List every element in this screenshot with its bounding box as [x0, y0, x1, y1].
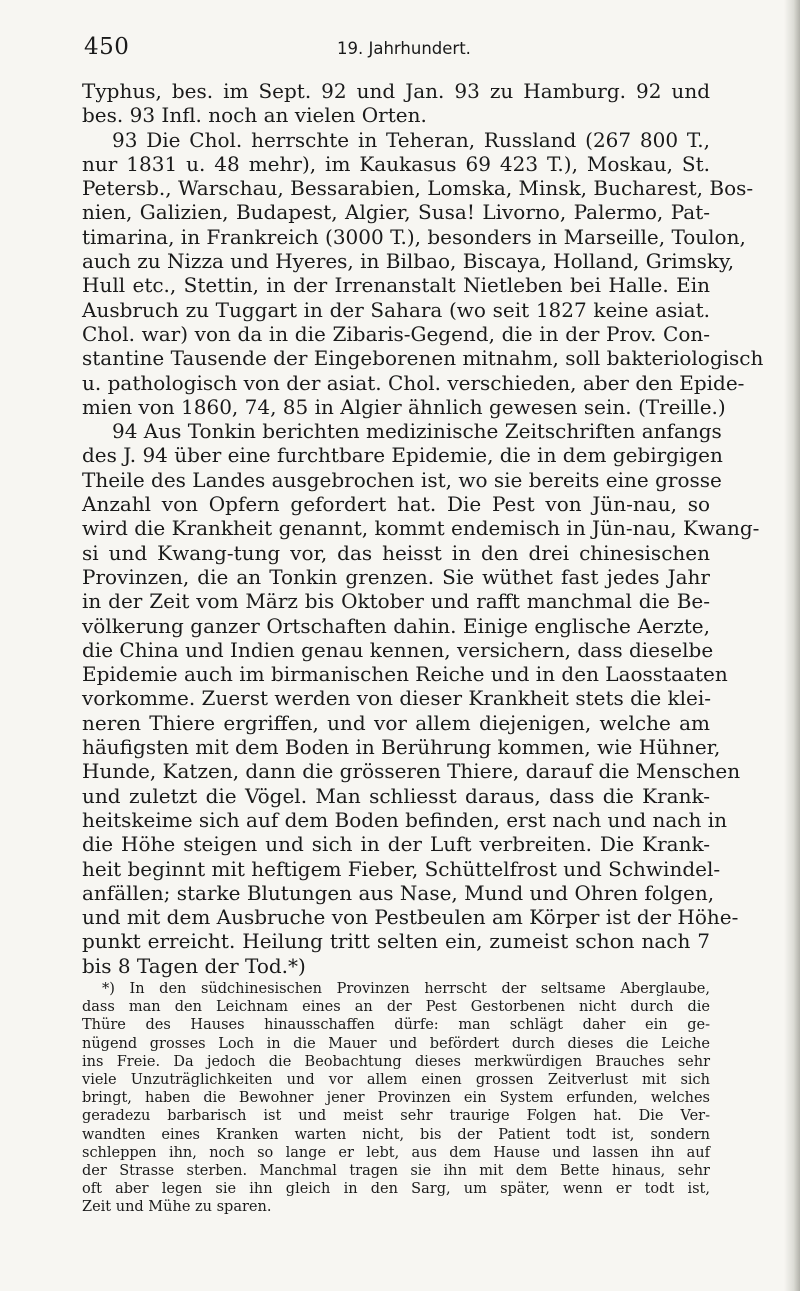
text-line: 94 Aus Tonkin berichten medizinische Zeitschriften anfangs: [112, 419, 722, 444]
footnote-line: Thüre des Hauses hinausschaffen dürfe: man schlägt daher ein ge-: [82, 1017, 710, 1034]
text-line: Provinzen, die an Tonkin grenzen. Sie wüthet fast jedes Jahr: [82, 564, 710, 589]
text-line: si und Kwang-tung vor, das heisst in den drei chinesischen: [82, 540, 710, 565]
footnote-line: bringt, haben die Bewohner jener Provinzen ein System erfunden, welches: [82, 1090, 710, 1107]
text-line: häufigsten mit dem Boden in Berührung kommen, wie Hühner,: [82, 735, 721, 760]
footnote-line: *) In den südchinesischen Provinzen herrscht der seltsame Aberglaube,: [102, 981, 710, 997]
footnote-line: Zeit und Mühe zu sparen.: [82, 1199, 272, 1216]
text-line: Anzahl von Opfern gefordert hat. Die Pest von Jün-nau, so: [82, 492, 710, 517]
footnote-line: dass man den Leichnam eines an der Pest Gestorbenen nicht durch die: [82, 999, 710, 1016]
text-line: die Höhe steigen und sich in der Luft verbreiten. Die Krank-: [82, 832, 710, 857]
text-line: Theile des Landes ausgebrochen ist, wo sie bereits eine grosse: [82, 467, 722, 492]
footnote-line: oft aber legen sie ihn gleich in den Sarg, um später, wenn er todt ist,: [82, 1181, 710, 1198]
text-line: stantine Tausende der Eingeborenen mitnahm, soll bakteriologisch: [82, 346, 764, 371]
text-line: u. pathologisch von der asiat. Chol. verschieden, aber den Epide-: [82, 370, 745, 395]
running-head: 19. Jahrhundert.: [337, 39, 471, 58]
text-line: heitskeime sich auf dem Boden befinden, erst nach und nach in: [82, 807, 727, 832]
footnote-line: der Strasse sterben. Manchmal tragen sie ihn mit dem Bette hinaus, sehr: [82, 1162, 710, 1179]
text-line: und mit dem Ausbruche von Pestbeulen am Körper ist der Höhe-: [82, 905, 739, 930]
page-edge-shadow: [784, 0, 800, 1291]
text-line: völkerung ganzer Ortschaften dahin. Einige englische Aerzte,: [82, 613, 710, 638]
text-line: Epidemie auch im birmanischen Reiche und in den Laosstaaten: [82, 662, 728, 687]
footnote-line: ins Freie. Da jedoch die Beobachtung dieses merkwürdigen Brauches sehr: [82, 1053, 710, 1070]
text-line: in der Zeit vom März bis Oktober und rafft manchmal die Be-: [82, 589, 710, 614]
text-line: Hunde, Katzen, dann die grösseren Thiere, darauf die Menschen: [82, 759, 741, 784]
text-line: neren Thiere ergriffen, und vor allem diejenigen, welche am: [82, 710, 710, 735]
main-text: [82, 79, 764, 978]
text-line: vorkomme. Zuerst werden von dieser Krankheit stets die klei-: [82, 686, 712, 711]
text-line: des J. 94 über eine furchtbare Epidemie, die in dem gebirgigen: [82, 443, 723, 468]
text-line: auch zu Nizza und Hyeres, in Bilbao, Biscaya, Holland, Grimsky,: [82, 249, 735, 274]
text-line: bes. 93 Infl. noch an vielen Orten.: [82, 103, 427, 128]
footnote-line: viele Unzuträglichkeiten und vor allem einen grossen Zeitverlust mit sich: [82, 1071, 710, 1088]
text-line: Hull etc., Stettin, in der Irrenanstalt Nietleben bei Halle. Ein: [82, 273, 710, 298]
text-line: bis 8 Tagen der Tod.*): [82, 953, 306, 978]
text-line: Chol. war) von da in die Zibaris-Gegend, die in der Prov. Con-: [82, 321, 710, 346]
text-line: punkt erreicht. Heilung tritt selten ein, zumeist schon nach 7: [82, 929, 710, 954]
footnote-line: schleppen ihn, noch so lange er lebt, aus dem Hause und lassen ihn auf: [82, 1144, 710, 1161]
text-line: Ausbruch zu Tuggart in der Sahara (wo seit 1827 keine asiat.: [82, 297, 710, 322]
page-header: [84, 34, 710, 68]
text-line: die China und Indien genau kennen, versichern, dass dieselbe: [82, 637, 714, 662]
text-line: nur 1831 u. 48 mehr), im Kaukasus 69 423 T.), Moskau, St.: [82, 151, 710, 176]
footnote-line: geradezu barbarisch ist und meist sehr traurige Folgen hat. Die Ver-: [82, 1108, 710, 1125]
text-line: wird die Krankheit genannt, kommt endemisch in Jün-nau, Kwang-: [82, 516, 760, 541]
text-line: Typhus, bes. im Sept. 92 und Jan. 93 zu Hamburg. 92 und: [82, 79, 710, 103]
text-line: Petersb., Warschau, Bessarabien, Lomska, Minsk, Bucharest, Bos-: [82, 176, 754, 201]
text-line: heit beginnt mit heftigem Fieber, Schüttelfrost und Schwindel-: [82, 856, 721, 881]
text-line: mien von 1860, 74, 85 in Algier ähnlich gewesen sein. (Treille.): [82, 394, 726, 419]
footnote: [82, 980, 710, 1216]
page-number: 450: [84, 34, 130, 60]
text-line: nien, Galizien, Budapest, Algier, Susa! Livorno, Palermo, Pat-: [82, 200, 710, 225]
text-line: und zuletzt die Vögel. Man schliesst daraus, dass die Krank-: [82, 783, 710, 808]
footnote-line: wandten eines Kranken warten nicht, bis der Patient todt ist, sondern: [82, 1126, 710, 1143]
text-line: anfällen; starke Blutungen aus Nase, Mund und Ohren folgen,: [82, 880, 715, 905]
footnote-line: nügend grosses Loch in die Mauer und befördert durch dieses die Leiche: [82, 1035, 710, 1052]
text-line: timarina, in Frankreich (3000 T.), besonders in Marseille, Toulon,: [82, 224, 746, 249]
text-line: 93 Die Chol. herrschte in Teheran, Russland (267 800 T.,: [112, 127, 710, 152]
